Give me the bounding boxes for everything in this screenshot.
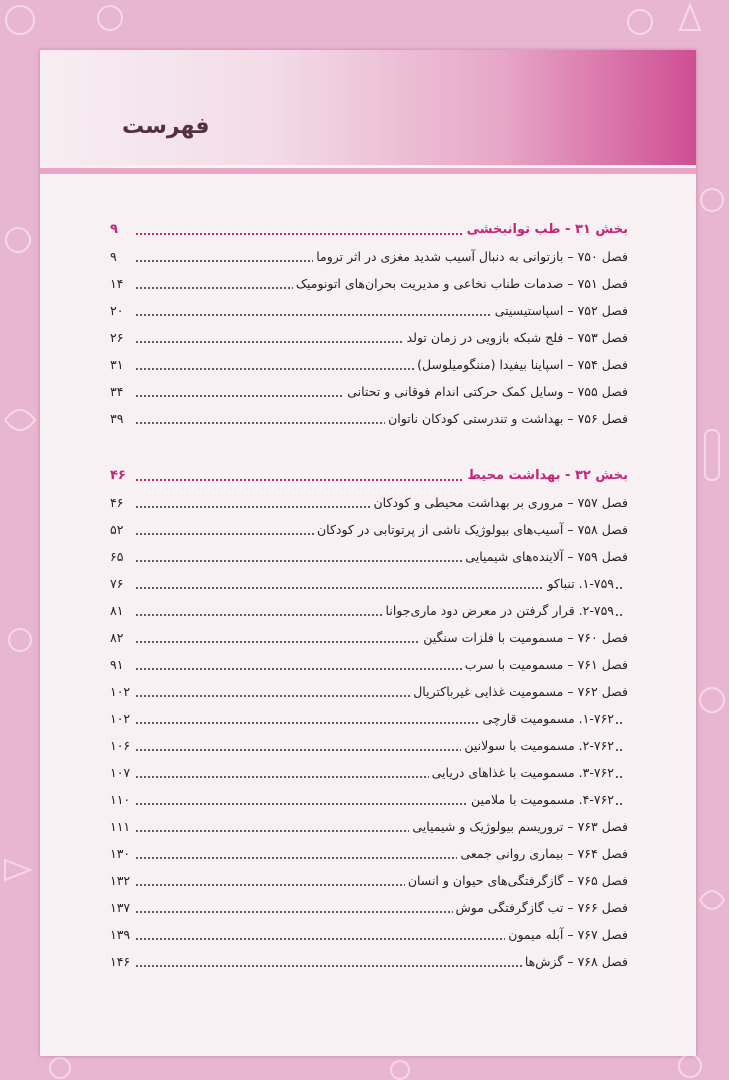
toc-entry-title: ۳-۷۶۲. مسمومیت با غذاهای دریایی xyxy=(429,763,614,783)
toc-entry-title: بخش ۳۱ - طب توانبخشی xyxy=(464,220,628,240)
toc-page-number: ۹ xyxy=(110,247,120,267)
toc-entry-title: ۱-۷۵۹. تنباکو xyxy=(544,574,614,594)
toc-entry-title: فصل ۷۵۶ – بهداشت و تندرستی کودکان ناتوان xyxy=(385,409,628,429)
toc-page-number: ۳۹ xyxy=(110,409,126,429)
toc-page-number: ۱۴ xyxy=(110,274,126,294)
toc-page-number: ۲۶ xyxy=(110,328,126,348)
toc-chapter-row xyxy=(110,655,628,679)
toc-page-number: ۳۴ xyxy=(110,382,126,402)
toc-entry-title: فصل ۷۶۴ – بیماری روانی جمعی xyxy=(457,844,628,864)
toc-entry-title: ۲-۷۶۲. مسمومیت با سولانین xyxy=(461,736,614,756)
toc-chapter-row xyxy=(110,952,628,976)
toc-entry-title: فصل ۷۵۹ – آلاینده‌های شیمیایی xyxy=(462,547,628,567)
header-divider xyxy=(40,168,696,174)
toc-page-number: ۴۶ xyxy=(110,466,129,486)
toc-entry-title: فصل ۷۵۰ – بازتوانی به دنبال آسیب شدید مغزی در اثر تروما xyxy=(313,247,628,267)
toc-page-number: ۱۰۷ xyxy=(110,763,133,783)
toc-entry-title: بخش ۳۲ - بهداشت محیط xyxy=(464,466,628,486)
toc-chapter-row xyxy=(110,682,628,706)
toc-section-row xyxy=(110,466,628,490)
toc-page-number: ۱۱۱ xyxy=(110,817,133,837)
toc-chapter-row xyxy=(110,844,628,868)
toc-entry-title: فصل ۷۵۳ – فلج شبکه بازویی در زمان تولد xyxy=(404,328,628,348)
toc-page-number: ۵۲ xyxy=(110,520,126,540)
toc-chapter-row xyxy=(110,382,628,406)
toc-entry-title: فصل ۷۶۶ – تب گازگرفتگی موش xyxy=(453,898,628,918)
page-title: فهرست xyxy=(122,114,210,139)
toc-entry-title: ۱-۷۶۲. مسمومیت قارچی xyxy=(479,709,614,729)
toc-entry-title: فصل ۷۶۵ – گازگرفتگی‌های حیوان و انسان xyxy=(405,871,628,891)
toc-page-number: ۶۵ xyxy=(110,547,126,567)
toc-subsection-row xyxy=(110,574,628,598)
toc-chapter-row xyxy=(110,355,628,379)
toc-entry-title: فصل ۷۶۱ – مسمومیت با سرب xyxy=(462,655,628,675)
toc-chapter-row xyxy=(110,520,628,544)
toc-page-number: ۸۲ xyxy=(110,628,126,648)
toc-page-number: ۸۱ xyxy=(110,601,126,621)
toc-chapter-row xyxy=(110,301,628,325)
toc-subsection-row xyxy=(110,601,628,625)
toc-entry-title: ۲-۷۵۹. قرار گرفتن در معرض دود ماری‌جوانا xyxy=(383,601,614,621)
toc-section-row xyxy=(110,220,628,244)
toc-subsection-row xyxy=(110,763,628,787)
toc-page-number: ۱۳۰ xyxy=(110,844,133,864)
toc-page-number: ۱۰۲ xyxy=(110,709,133,729)
toc-chapter-row xyxy=(110,493,628,517)
toc-subsection-row xyxy=(110,790,628,814)
toc-entry-title: فصل ۷۵۴ – اسپاینا بیفیدا (مننگومیلوسل) xyxy=(414,355,628,375)
toc-page-number: ۷۶ xyxy=(110,574,126,594)
toc-entry-title: فصل ۷۵۸ – آسیب‌های بیولوژیک ناشی از پرتوتابی در کودکان xyxy=(314,520,628,540)
toc-entry-title: فصل ۷۵۱ – صدمات طناب نخاعی و مدیریت بحران‌های اتونومیک xyxy=(293,274,628,294)
toc-entry-title: فصل ۷۵۲ – اسپاستیسیتی xyxy=(492,301,628,321)
toc-chapter-row xyxy=(110,925,628,949)
toc-page-number: ۱۰۲ xyxy=(110,682,133,702)
header-band xyxy=(40,50,696,165)
toc-chapter-row xyxy=(110,871,628,895)
toc-page xyxy=(40,50,696,1056)
toc-chapter-row xyxy=(110,547,628,571)
toc-page-number: ۱۳۷ xyxy=(110,898,133,918)
toc-entry-title: فصل ۷۶۷ – آبله میمون xyxy=(505,925,628,945)
toc-entry-title: فصل ۷۵۷ – مروری بر بهداشت محیطی و کودکان xyxy=(371,493,629,513)
toc-chapter-row xyxy=(110,628,628,652)
toc-page-number: ۱۱۰ xyxy=(110,790,133,810)
toc-chapter-row xyxy=(110,328,628,352)
toc-chapter-row xyxy=(110,247,628,271)
toc-entry-title: فصل ۷۶۰ – مسمومیت با فلزات سنگین xyxy=(420,628,628,648)
toc-entry-title: فصل ۷۶۲ – مسمومیت غذایی غیرباکتریال xyxy=(410,682,628,702)
toc-page-number: ۴۶ xyxy=(110,493,126,513)
toc-entry-title: فصل ۷۶۳ – تروریسم بیولوژیک و شیمیایی xyxy=(409,817,628,837)
toc-entry-title: فصل ۷۶۸ – گزش‌ها xyxy=(522,952,628,972)
toc-entry-title: ۴-۷۶۲. مسمومیت با ملامین xyxy=(468,790,614,810)
toc-page-number: ۹ xyxy=(110,220,121,240)
toc-chapter-row xyxy=(110,898,628,922)
toc-page-number: ۳۱ xyxy=(110,355,126,375)
toc-subsection-row xyxy=(110,709,628,733)
toc-page-number: ۲۰ xyxy=(110,301,126,321)
toc-page-number: ۹۱ xyxy=(110,655,126,675)
toc-chapter-row xyxy=(110,274,628,298)
toc-chapter-row xyxy=(110,817,628,841)
toc-page-number: ۱۰۶ xyxy=(110,736,133,756)
toc-page-number: ۱۴۶ xyxy=(110,952,133,972)
toc-chapter-row xyxy=(110,409,628,433)
toc-page-number: ۱۳۹ xyxy=(110,925,133,945)
toc-subsection-row xyxy=(110,736,628,760)
toc-page-number: ۱۳۲ xyxy=(110,871,133,891)
toc-entry-title: فصل ۷۵۵ – وسایل کمک حرکتی اندام فوقانی و تحتانی xyxy=(344,382,628,402)
